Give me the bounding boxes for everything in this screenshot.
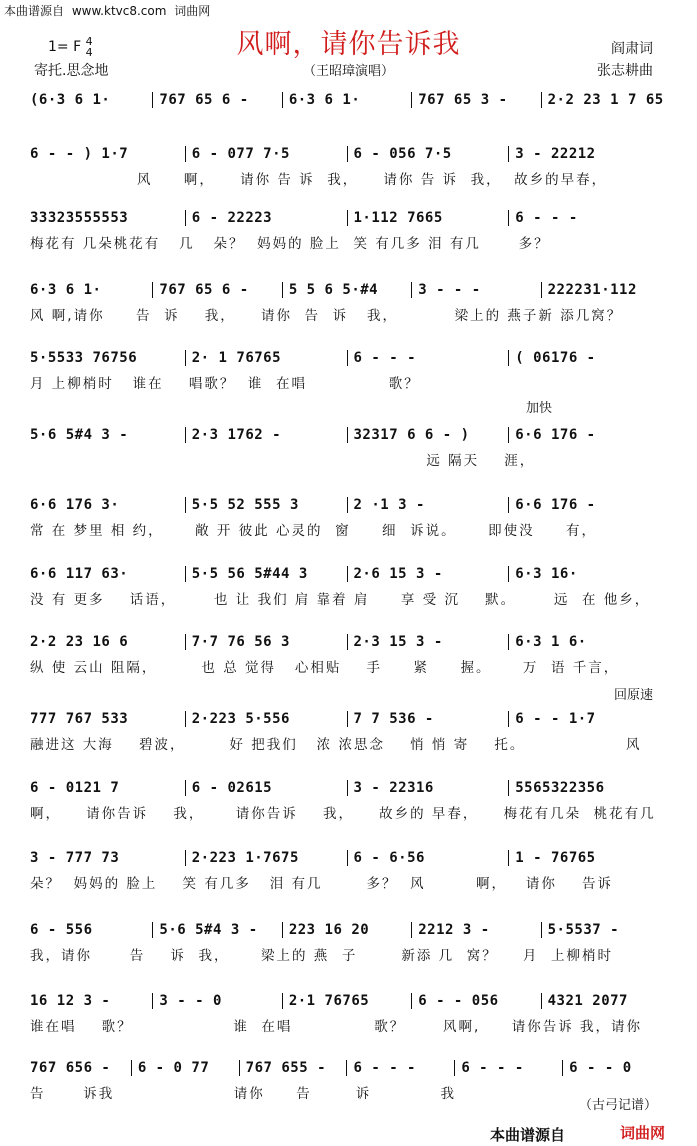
score-row	[30, 350, 670, 396]
watermark	[4, 2, 214, 19]
measure: 6 - - -	[347, 350, 509, 366]
measure: 2·3 15 3 -	[347, 634, 509, 650]
measure: 6·6 176 -	[508, 497, 670, 513]
measure: 5·6 5#4 3 -	[30, 427, 129, 443]
measure: 5·5537 -	[541, 922, 670, 938]
measure: 2·2 23 1 7 65	[541, 92, 670, 108]
notation-line	[30, 850, 670, 866]
measure: 6·3 16·	[508, 566, 670, 582]
measure: 5 5 6 5·#4	[282, 282, 411, 298]
measure: 6 - - -	[346, 1060, 454, 1076]
measure: 223 16 20	[282, 922, 411, 938]
measure: 3 - - -	[411, 282, 540, 298]
measure: 2·6 15 3 -	[347, 566, 509, 582]
notation-line	[30, 922, 670, 938]
lyrics-line: 梅花有 几朵桃花有 几 朵？ 妈妈的 脸上 笑 有几多 泪 有几 多？	[30, 236, 550, 252]
measure: 6 - - -	[508, 210, 670, 226]
measure: 6 - 22223	[185, 210, 347, 226]
notation-line	[30, 780, 670, 796]
tempo-speed-up: 加快	[526, 401, 553, 416]
measure: 2·3 1762 -	[185, 427, 347, 443]
score-row	[30, 92, 670, 138]
score-row	[30, 993, 670, 1039]
measure: 5·6 5#4 3 -	[152, 922, 281, 938]
watermark-site: 本曲谱源自	[4, 4, 65, 18]
notation-line	[30, 282, 670, 298]
measure: 767 65 3 -	[411, 92, 540, 108]
key-prefix: 1= F	[48, 39, 82, 55]
measure: 6 - 02615	[185, 780, 347, 796]
watermark-url[interactable]: www.ktvc8.com	[71, 4, 167, 18]
notation-line	[30, 711, 670, 727]
footer-site: 词曲网	[620, 1124, 666, 1142]
measure: 4321 2077	[541, 993, 670, 1009]
lyrics-line: 啊， 请你告诉 我， 请你告诉 我， 故乡的 早春， 梅花有几朵 桃花有几	[30, 806, 656, 822]
measure: 767 65 6 -	[152, 282, 281, 298]
measure: 2 ·1 3 -	[347, 497, 509, 513]
measure: 32317 6 6 - )	[347, 427, 509, 443]
score-row	[30, 922, 670, 968]
measure: 2·223 1·7675	[185, 850, 347, 866]
lyrics-line: 我，请你 告 诉 我， 梁上的 燕 子 新添 几 窝？ 月 上柳梢时	[30, 948, 613, 964]
measure: 767 655 -	[239, 1060, 347, 1076]
measure: 6 - - 1·7	[508, 711, 670, 727]
lyrics-line: 朵？ 妈妈的 脸上 笑 有几多 泪 有几 多？ 风 啊， 请你 告诉	[30, 876, 613, 892]
notation-line	[30, 1060, 670, 1076]
measure: 6·3 6 1·	[30, 282, 102, 298]
credit: （古弓记谱）	[578, 1098, 657, 1113]
measure: 2·2 23 16 6	[30, 634, 129, 650]
measure: 6·6 176 -	[508, 427, 670, 443]
lyrics-line: 纵 使 云山 阻隔， 也 总 觉得 心相贴 手 紧 握。 万 语 千言，	[30, 660, 620, 676]
notation-line	[30, 146, 670, 162]
measure: 2212 3 -	[411, 922, 540, 938]
notation-line	[30, 92, 670, 108]
score-row	[30, 146, 670, 192]
lyrics-line: 谁在唱 歌？ 谁 在唱 歌？ 风啊, 请你告诉 我，请你	[30, 1019, 642, 1035]
lyricist: 阎肃词	[611, 41, 653, 57]
measure: 7·7 76 56 3	[185, 634, 347, 650]
notation-line	[30, 427, 670, 443]
measure: 6 - - ) 1·7	[30, 146, 129, 162]
measure: 6 - 077 7·5	[185, 146, 347, 162]
score-row	[30, 427, 670, 473]
measure: 6·6 117 63·	[30, 566, 129, 582]
lyrics-line: 告 诉我 请你 告 诉 我	[30, 1086, 456, 1102]
tempo-back: 回原速	[614, 688, 654, 703]
measure: 6 - 056 7·5	[347, 146, 509, 162]
measure: 3 - 777 73	[30, 850, 120, 866]
measure: ( 06176 -	[508, 350, 670, 366]
score-row	[30, 497, 670, 543]
measure: 1·112 7665	[347, 210, 509, 226]
lyrics-line: 风 啊， 请你 告 诉 我， 请你 告 诉 我， 故乡的早春，	[30, 172, 608, 188]
measure: 6·3 1 6·	[508, 634, 670, 650]
measure: 5·5533 76756	[30, 350, 138, 366]
measure: 33323555553	[30, 210, 129, 226]
measure: 6 - - -	[454, 1060, 562, 1076]
measure: 6 - 0121 7	[30, 780, 120, 796]
lyrics-line: 融进这 大海 碧波， 好 把我们 浓 浓思念 悄 悄 寄 托。 风	[30, 737, 642, 753]
score-row	[30, 711, 670, 757]
measure: 6 - 556	[30, 922, 93, 938]
measure: 16 12 3 -	[30, 993, 111, 1009]
measure: 6 - - 0	[562, 1060, 670, 1076]
score-row	[30, 210, 670, 256]
measure: 6·3 6 1·	[282, 92, 411, 108]
notation-line	[30, 350, 670, 366]
notation-line	[30, 566, 670, 582]
score-row	[30, 780, 670, 826]
measure: 7 7 536 -	[347, 711, 509, 727]
score-row	[30, 850, 670, 896]
measure: 6 - 6·56	[347, 850, 509, 866]
measure: (6·3 6 1·	[30, 92, 111, 108]
time-bottom: 4	[85, 46, 93, 59]
notation-line	[30, 993, 670, 1009]
performer: （王昭璋演唱）	[302, 64, 394, 79]
measure: 3 - 22316	[347, 780, 509, 796]
notation-line	[30, 634, 670, 650]
measure: 1 - 76765	[508, 850, 670, 866]
lyrics-line: 常 在 梦里 相 约， 敞 开 彼此 心灵的 窗 细 诉说。 即使没 有，	[30, 523, 598, 539]
dedication: 寄托.思念地	[34, 63, 109, 79]
measure: 767 65 6 -	[152, 92, 281, 108]
lyrics-line: 远 隔天 涯，	[30, 453, 536, 469]
measure: 6 - 0 77	[131, 1060, 239, 1076]
composer: 张志耕曲	[597, 63, 653, 79]
measure: 5565322356	[508, 780, 670, 796]
lyrics-line: 风 啊,请你 告 诉 我， 请你 告 诉 我， 梁上的 燕子新 添几窝？	[30, 308, 623, 324]
score-row	[30, 634, 670, 680]
measure: 3 - - 0	[152, 993, 281, 1009]
measure: 222231·112	[541, 282, 670, 298]
notation-line	[30, 497, 670, 513]
measure: 5·5 52 555 3	[185, 497, 347, 513]
measure: 6 - - 056	[411, 993, 540, 1009]
measure: 2·223 5·556	[185, 711, 347, 727]
time-top: 4	[85, 35, 93, 48]
lyrics-line: 月 上柳梢时 谁在 唱歌？ 谁 在唱 歌？	[30, 376, 420, 392]
page-title: 风啊，请你告诉我	[236, 29, 461, 60]
score-row	[30, 566, 670, 612]
measure: 3 - 22212	[508, 146, 670, 162]
notation-line	[30, 210, 670, 226]
measure: 5·5 56 5#44 3	[185, 566, 347, 582]
watermark-name: 词曲网	[174, 4, 211, 18]
measure: 2· 1 76765	[185, 350, 347, 366]
footer-source: 本曲谱源自	[490, 1126, 566, 1144]
score-row	[30, 282, 670, 328]
measure: 6·6 176 3·	[30, 497, 120, 513]
measure: 767 656 -	[30, 1060, 111, 1076]
lyrics-line: 没 有 更多 话语， 也 让 我们 肩 靠着 肩 享 受 沉 默。 远 在 他乡，	[30, 592, 651, 608]
score-row	[30, 1060, 670, 1106]
measure: 2·1 76765	[282, 993, 411, 1009]
measure: 777 767 533	[30, 711, 129, 727]
